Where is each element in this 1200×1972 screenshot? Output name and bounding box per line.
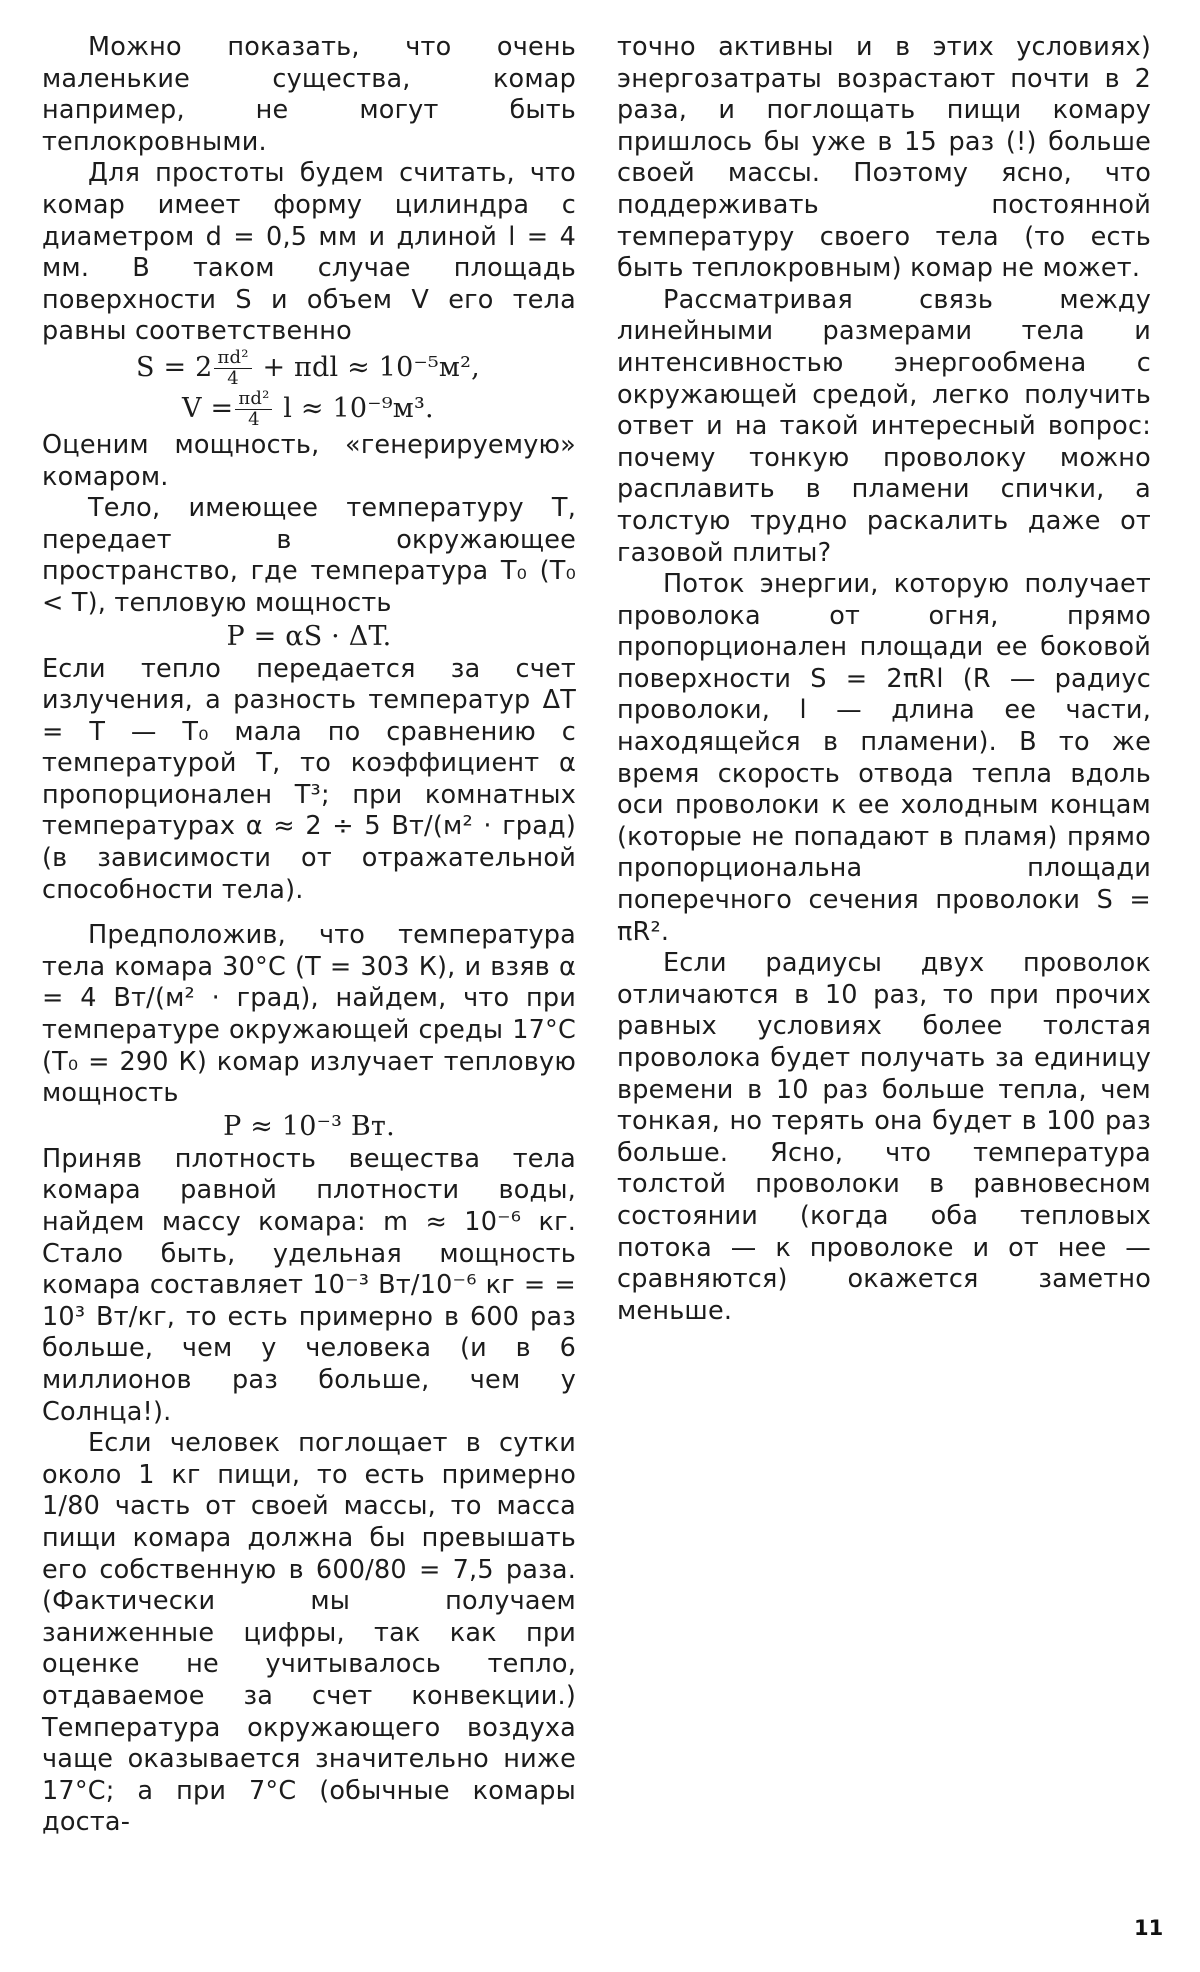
formula-lhs: V = bbox=[182, 392, 234, 424]
paragraph: Можно показать, что очень маленькие существа, комар например, не могут быть теплокровными. bbox=[42, 32, 576, 157]
paragraph: точно активны и в этих условиях) энергозатраты возрастают почти в 2 раза, и поглощать пищи комару пришлось бы уже в 15 раз (!) больше своей массы. Поэтому ясно, что поддерживать постоянной температуру своего тела (то есть быть теплокровным) комар не может. bbox=[617, 32, 1151, 284]
fraction-denominator: 4 bbox=[227, 367, 239, 389]
paragraph: Предположив, что температура тела комара 30°С (T = 303 К), и взяв α = 4 Вт/(м² · град), найдем, что при температуре окружающей среды 17°С (T₀ = 290 К) комар излучает тепловую мощность bbox=[42, 920, 576, 1109]
paragraph: Оценим мощность, «генерируемую» комаром. bbox=[42, 429, 576, 492]
paragraph: Приняв плотность вещества тела комара равной плотности воды, найдем массу комара: m ≈ 10⁻⁶ кг. Стало быть, удельная мощность комара составляет 10⁻³ Вт/10⁻⁶ кг = = 10³ Вт/кг, то есть примерно в 600 раз больше, чем у человека (и в 6 миллионов раз больше, чем у Солнца!). bbox=[42, 1143, 576, 1427]
fraction-denominator: 4 bbox=[248, 408, 260, 430]
paragraph: Рассматривая связь между линейными размерами тела и интенсивностью энергообмена с окружающей средой, легко получить ответ и на такой интересный вопрос: почему тонкую проволоку можно расплавить в пламени спички, а толстую трудно раскалить даже от газовой плиты? bbox=[617, 284, 1151, 568]
paragraph: Тело, имеющее температуру T, передает в окружающее пространство, где температура T₀ (T₀ < T), тепловую мощность bbox=[42, 493, 576, 618]
paragraph: Для простоты будем считать, что комар имеет форму цилиндра с диаметром d = 0,5 мм и длиной l = 4 мм. В таком случае площадь поверхности S и объем V его тела равны соответственно bbox=[42, 158, 576, 347]
formula-rhs: l ≈ 10⁻⁹м³. bbox=[283, 392, 434, 424]
right-column bbox=[617, 32, 1151, 1327]
fraction bbox=[235, 389, 272, 430]
paragraph: Если радиусы двух проволок отличаются в 10 раз, то при прочих равных условиях более толстая проволока будет получать за единицу времени в 10 раз больше тепла, чем тонкая, но терять она будет в 100 раз больше. Ясно, что температура толстой проволоки в равновесном состоянии (когда оба тепловых потока — к проволоке и от нее — сравняются) окажется заметно меньше. bbox=[617, 948, 1151, 1326]
paragraph: Если тепло передается за счет излучения, а разность температур ΔT = T — T₀ мала по сравнению с температурой T, то коэффициент α пропорционален T³; при комнатных температурах α ≈ 2 ÷ 5 Вт/(м² · град) (в зависимости от отражательной способности тела). bbox=[42, 653, 576, 905]
page-number: 11 bbox=[1134, 1916, 1164, 1940]
formula-surface-area bbox=[42, 348, 576, 389]
paragraph: Поток энергии, которую получает проволока от огня, прямо пропорционален площади ее боковой поверхности S = 2πRl (R — радиус проволоки, l — длина ее части, находящейся в пламени). В то же время скорость отвода тепла вдоль оси проволоки к ее холодным концам (которые не попадают в пламя) прямо пропорциональна площади поперечного сечения проволоки S = πR². bbox=[617, 569, 1151, 947]
fraction-numerator: πd² bbox=[214, 348, 251, 369]
left-column bbox=[42, 32, 576, 1839]
formula-power-estimate: P ≈ 10⁻³ Вт. bbox=[223, 1110, 395, 1142]
formula-rhs: + πdl ≈ 10⁻⁵м², bbox=[262, 351, 480, 383]
paragraph: Если человек поглощает в сутки около 1 кг пищи, то есть примерно 1/80 часть от своей массы, то масса пищи комара должна бы превышать его собственную в 600/80 = 7,5 раза. (Фактически мы получаем заниженные цифры, так как при оценке не учитывалось тепло, отдаваемое за счет конвекции.) Температура окружающего воздуха чаще оказывается значительно ниже 17°С; а при 7°С (обычные комары доста- bbox=[42, 1428, 576, 1838]
fraction-numerator: πd² bbox=[235, 389, 272, 410]
formula-lhs: S = 2 bbox=[136, 351, 213, 383]
formula-volume bbox=[42, 389, 576, 430]
fraction bbox=[214, 348, 251, 389]
formula-heat-power: P = αS · ΔT. bbox=[226, 620, 392, 652]
